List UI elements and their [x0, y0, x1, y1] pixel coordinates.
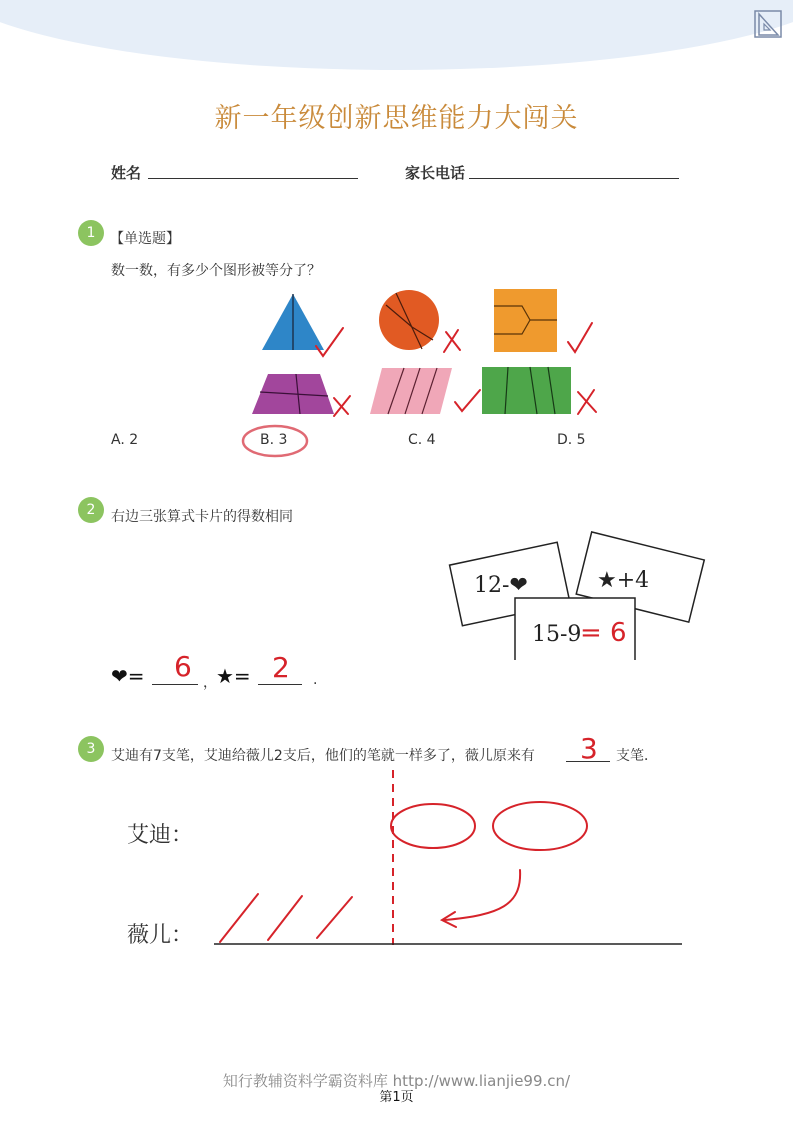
footer-site: 知行教辅资料学霸资料库 http://www.lianjie99.cn/ — [222, 1072, 571, 1090]
heart-answer: 6 — [174, 650, 192, 683]
card-3-text: 15-9 — [532, 622, 582, 647]
q3-question-post: 支笔． — [616, 748, 658, 764]
q3-question-pre: 艾迪有7支笔，艾迪给薇儿2支后，他们的笔就一样多了，薇儿原来有 — [111, 748, 535, 764]
q3-answer: 3 — [580, 732, 598, 765]
name-label: 姓名 — [111, 164, 142, 182]
q1-tag: 【单选题】 — [110, 231, 180, 247]
option-b[interactable]: B. 3 — [260, 432, 288, 448]
card-3-answer: = 6 — [580, 618, 627, 648]
q2-question: 右边三张算式卡片的得数相同 — [111, 509, 293, 525]
question-number-1: 1 — [78, 220, 104, 246]
q1-question: 数一数，有多少个图形被等分了？ — [111, 263, 321, 279]
separator: ， — [203, 675, 217, 691]
row2-label: 薇儿： — [127, 923, 194, 948]
card-1-text: 12-❤ — [474, 573, 528, 598]
question-number-3: 3 — [78, 736, 104, 762]
page-number: 第1页 — [379, 1090, 414, 1105]
card-2-text: ★+4 — [597, 568, 650, 593]
option-a[interactable]: A. 2 — [111, 432, 139, 448]
option-d[interactable]: D. 5 — [557, 432, 586, 448]
phone-label: 家长电话 — [405, 164, 466, 182]
q2-end: . — [313, 672, 318, 688]
star-label: ★= — [216, 664, 251, 688]
option-c[interactable]: C. 4 — [408, 432, 436, 448]
heart-label: ❤= — [111, 664, 145, 688]
page-title: 新一年级创新思维能力大闯关 — [214, 103, 579, 134]
star-answer: 2 — [272, 651, 290, 684]
row1-label: 艾迪： — [127, 823, 194, 848]
question-number-2: 2 — [78, 497, 104, 523]
